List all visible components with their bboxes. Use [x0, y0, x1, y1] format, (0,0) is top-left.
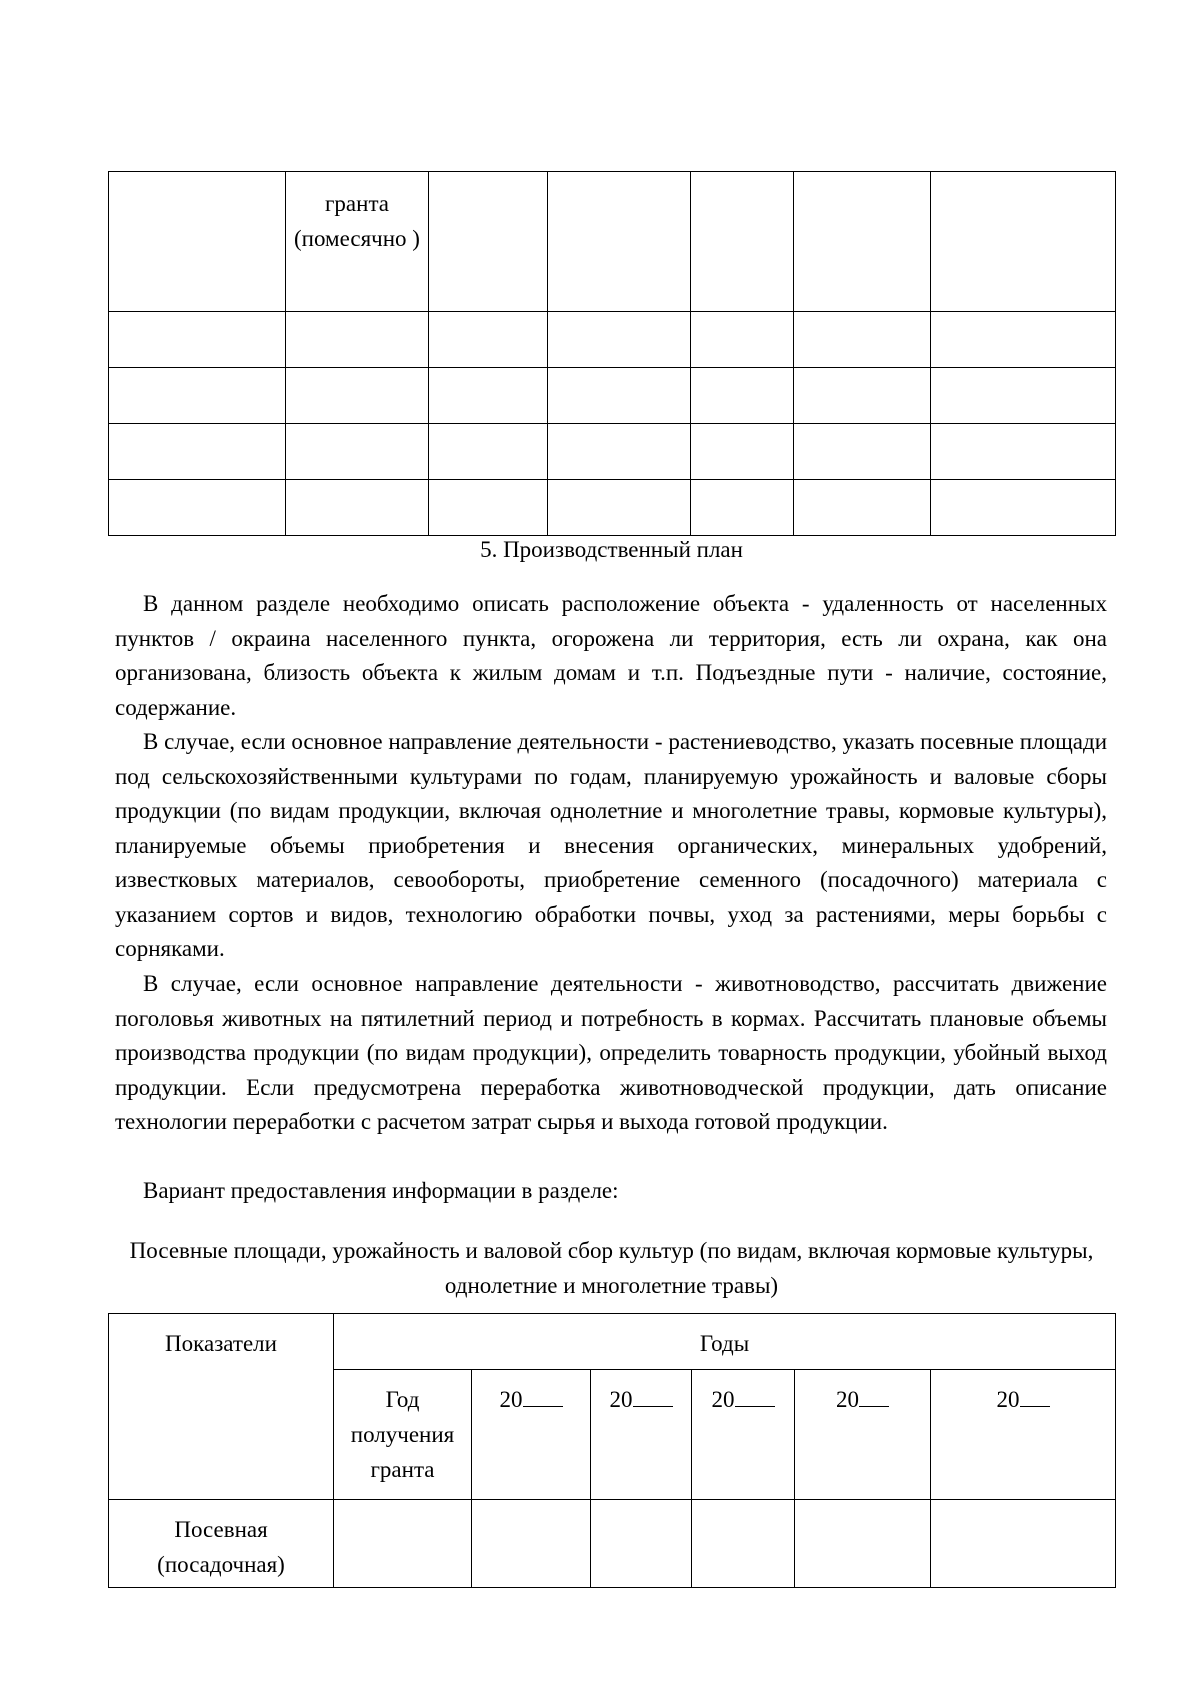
paragraph-location: В данном разделе необходимо описать расположение объекта - удаленность от населенных пунктов / окраина населенного пункта, огорожена ли территория, есть ли охрана, как она организована, близость объекта к жилым домам и т.п. Подъездные пути - наличие, состояние, содержание.: [115, 591, 1107, 720]
table-caption: Посевные площади, урожайность и валовой сбор культур (по видам, включая кормовые культуры, однолетние и многолетние травы): [129, 1238, 1094, 1298]
sown-area-table: [108, 1313, 1116, 1588]
table-row: [109, 424, 1116, 480]
table-cell: [548, 172, 691, 312]
top-table: [108, 171, 1116, 536]
header-year-2: 20: [591, 1370, 692, 1500]
table-row: [109, 368, 1116, 424]
table-cell: [429, 172, 548, 312]
table-row: [109, 172, 1116, 312]
table-row: [109, 312, 1116, 368]
table-row: [109, 480, 1116, 536]
header-years: Годы: [334, 1314, 1116, 1370]
row-label-sown-area: Посевная (посадочная): [109, 1500, 334, 1588]
table-row: [109, 1500, 1116, 1588]
paragraph-livestock: В случае, если основное направление деятельности - животноводство, рассчитать движение поголовья животных на пятилетний период и потребность в кормах. Рассчитать плановые объемы производства продукции (по видам продукции), определить товарность продукции, убойный выход продукции. Если предусмотрена переработка животноводческой продукции, дать описание технологии переработки с расчетом затрат сырья и выхода готовой продукции.: [115, 971, 1107, 1134]
table-cell-grant-monthly: гранта (помесячно ): [286, 172, 429, 312]
table-cell: [691, 172, 794, 312]
header-year-3: 20: [692, 1370, 795, 1500]
header-year-5: 20: [931, 1370, 1116, 1500]
table-cell: [931, 172, 1116, 312]
header-grant-year: Год получения гранта: [334, 1370, 472, 1500]
header-indicators: Показатели: [109, 1314, 334, 1500]
header-year-1: 20: [472, 1370, 591, 1500]
table-cell: [109, 172, 286, 312]
table-cell: [794, 172, 931, 312]
table-header-row: [109, 1314, 1116, 1370]
header-year-4: 20: [795, 1370, 931, 1500]
paragraph-crop-production: В случае, если основное направление деятельности - растениеводство, указать посевные площади под сельскохозяйственными культурами по годам, планируемую урожайность и валовые сборы продукции (по видам продукции, включая однолетние и многолетние травы, кормовые культуры), планируемые объемы приобретения и внесения органических, минеральных удобрений, известковых материалов, севообороты, приобретение семенного (посадочного) материала с указанием сортов и видов, технологию обработки почвы, уход за растениями, меры борьбы с сорняками.: [115, 729, 1107, 961]
section-title: 5. Производственный план: [480, 537, 743, 562]
variant-line: Вариант предоставления информации в разделе:: [143, 1178, 619, 1203]
